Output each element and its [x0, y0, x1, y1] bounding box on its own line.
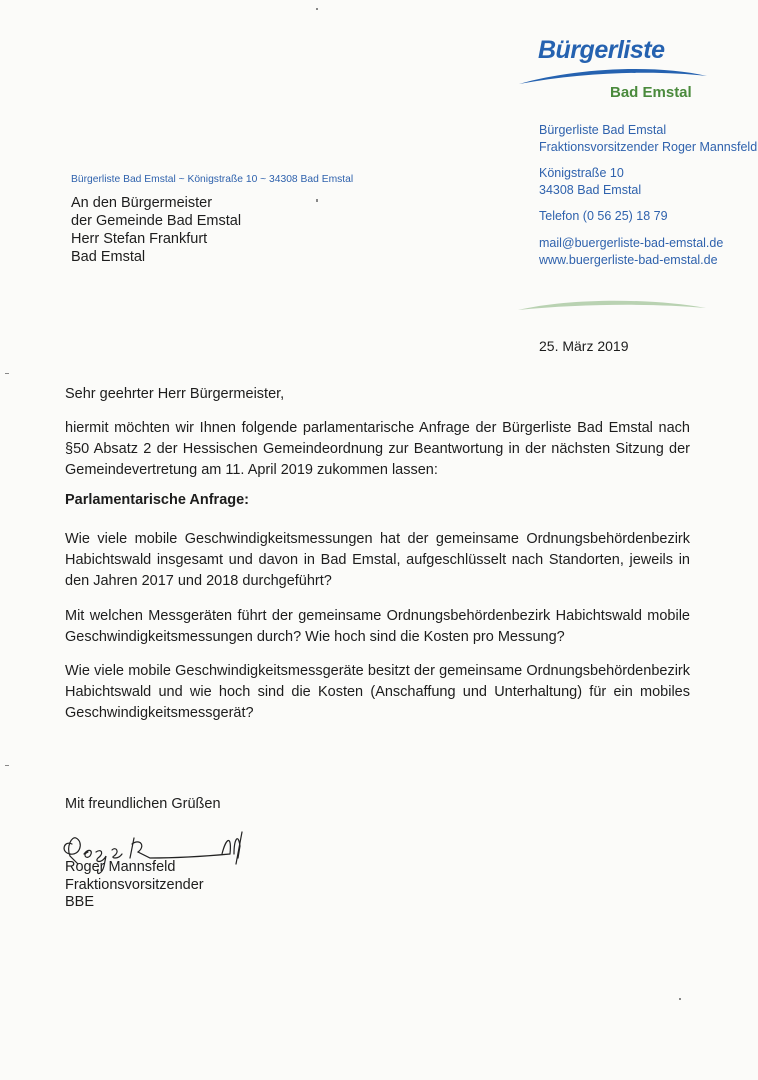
signer-org: BBE [65, 894, 95, 910]
scan-speck [316, 8, 318, 10]
contact-city: 34308 Bad Emstal [539, 183, 642, 197]
scan-speck [5, 373, 9, 374]
recipient-line: der Gemeinde Bad Emstal [71, 213, 242, 229]
contact-org: Bürgerliste Bad Emstal [539, 123, 667, 137]
sender-return-address: Bürgerliste Bad Emstal ~ Königstraße 10 ~ 34308 Bad Emstal [71, 174, 354, 185]
recipient-address [71, 194, 241, 266]
contact-web: www.buergerliste-bad-emstal.de [539, 253, 718, 267]
intro-paragraph: hiermit möchten wir Ihnen folgende parlamentarische Anfrage der Bürgerliste Bad Emstal nach §50 Absatz 2 der Hessischen Gemeindeordnung zur Beantwortung in der nächsten Sitzung der Gemeindevertretung am 11. April 2019 zukommen lassen: [65, 420, 690, 478]
logo-title: Bürgerliste [538, 36, 665, 64]
recipient-line: An den Bürgermeister [71, 195, 213, 211]
section-heading: Parlamentarische Anfrage: [65, 492, 250, 508]
contact-phone: Telefon (0 56 25) 18 79 [539, 209, 668, 223]
recipient-line: Herr Stefan Frankfurt [71, 231, 208, 247]
question-1: Wie viele mobile Geschwindigkeitsmessungen hat der gemeinsame Ordnungsbehördenbezirk Habichtswald insgesamt und davon in Bad Emstal, aufgeschlüsselt nach Standorten, jeweils in den Jahren 2017 und 2018 durchgeführt? [65, 531, 690, 589]
closing: Mit freundlichen Grüßen [65, 796, 221, 812]
signer-title: Fraktionsvorsitzender [65, 876, 204, 893]
signer-name: Roger Mannsfeld [65, 859, 176, 875]
contact-street: Königstraße 10 [539, 166, 624, 180]
letter-date: 25. März 2019 [539, 338, 629, 354]
signature-block [65, 859, 204, 912]
logo-subtitle: Bad Emstal [610, 84, 692, 101]
question-3: Wie viele mobile Geschwindigkeitsmessgeräte besitzt der gemeinsame Ordnungsbehördenbezirk Habichtswald und wie hoch sind die Kosten (Anschaffung und Unterhaltung) für ein mobiles Geschwindigkeitsmessgerät? [65, 663, 690, 721]
recipient-line: Bad Emstal [71, 249, 146, 265]
contact-role: Fraktionsvorsitzender Roger Mannsfeld [539, 140, 758, 154]
decorative-swoosh [510, 296, 710, 320]
scan-speck [316, 199, 318, 202]
salutation: Sehr geehrter Herr Bürgermeister, [65, 386, 285, 402]
scan-speck [5, 765, 9, 766]
contact-email: mail@buergerliste-bad-emstal.de [539, 236, 724, 250]
question-2: Mit welchen Messgeräten führt der gemeinsame Ordnungsbehördenbezirk Habichtswald mobile Geschwindigkeitsmessungen durch? Wie hoch sind die Kosten pro Messung? [65, 608, 690, 645]
scan-speck [679, 998, 681, 1000]
